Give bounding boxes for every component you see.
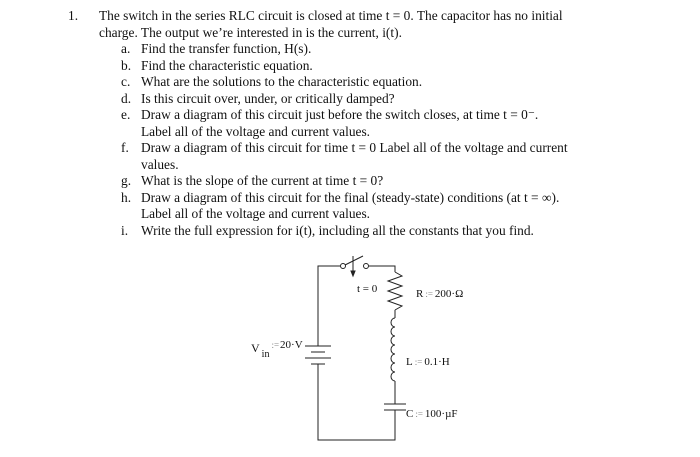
part-text: values. [141, 156, 179, 172]
part-label: i. [121, 222, 129, 238]
switch-label: t = 0 [357, 283, 378, 295]
part-text: Draw a diagram of this circuit just before the switch closes, at time t = 0⁻. [141, 107, 539, 122]
part-label: g. [121, 173, 132, 188]
battery-icon [305, 346, 331, 372]
resistor-label: R := 200·Ω [416, 288, 464, 300]
part-text: Is this circuit over, under, or critically damped? [141, 90, 395, 106]
problem-number: 1. [68, 8, 79, 23]
part-text: What is the slope of the current at time t = 0? [141, 173, 384, 188]
capacitor-label: C := 100·µF [406, 408, 458, 420]
part-text: Write the full expression for i(t), including all the constants that you find. [141, 222, 534, 238]
inductor-label: L := 0.1·H [406, 356, 450, 368]
capacitor-icon [384, 404, 406, 410]
wire-top-left [318, 266, 340, 346]
inductor-icon [391, 318, 395, 381]
part-label: b. [121, 57, 132, 73]
part-text: Find the transfer function, H(s). [141, 41, 312, 56]
part-text: Label all of the voltage and current values. [141, 206, 371, 221]
part-text: Find the characteristic equation. [141, 57, 313, 73]
part-label: a. [121, 41, 131, 56]
part-label: f. [121, 140, 129, 155]
resistor-icon [388, 272, 402, 310]
part-label: d. [121, 90, 132, 106]
part-text: What are the solutions to the characteristic equation. [141, 74, 423, 89]
switch-icon [341, 256, 369, 276]
part-label: h. [121, 189, 132, 205]
part-label: c. [121, 74, 131, 89]
problem-statement-line-2: charge. The output we’re interested in is the current, i(t). [99, 24, 402, 40]
wire-bottom [318, 372, 395, 440]
source-label: V in:=20·V [251, 339, 303, 360]
part-text: Label all of the voltage and current values. [141, 123, 371, 139]
problem-statement-line-1: The switch in the series RLC circuit is closed at time t = 0. The capacitor has no initial [99, 8, 563, 23]
part-text: Draw a diagram of this circuit for time t = 0 Label all of the voltage and current [141, 140, 568, 155]
part-label: e. [121, 107, 131, 122]
part-text: Draw a diagram of this circuit for the final (steady-state) conditions (at t = ∞). [141, 189, 560, 205]
wire-top-right [369, 266, 395, 272]
